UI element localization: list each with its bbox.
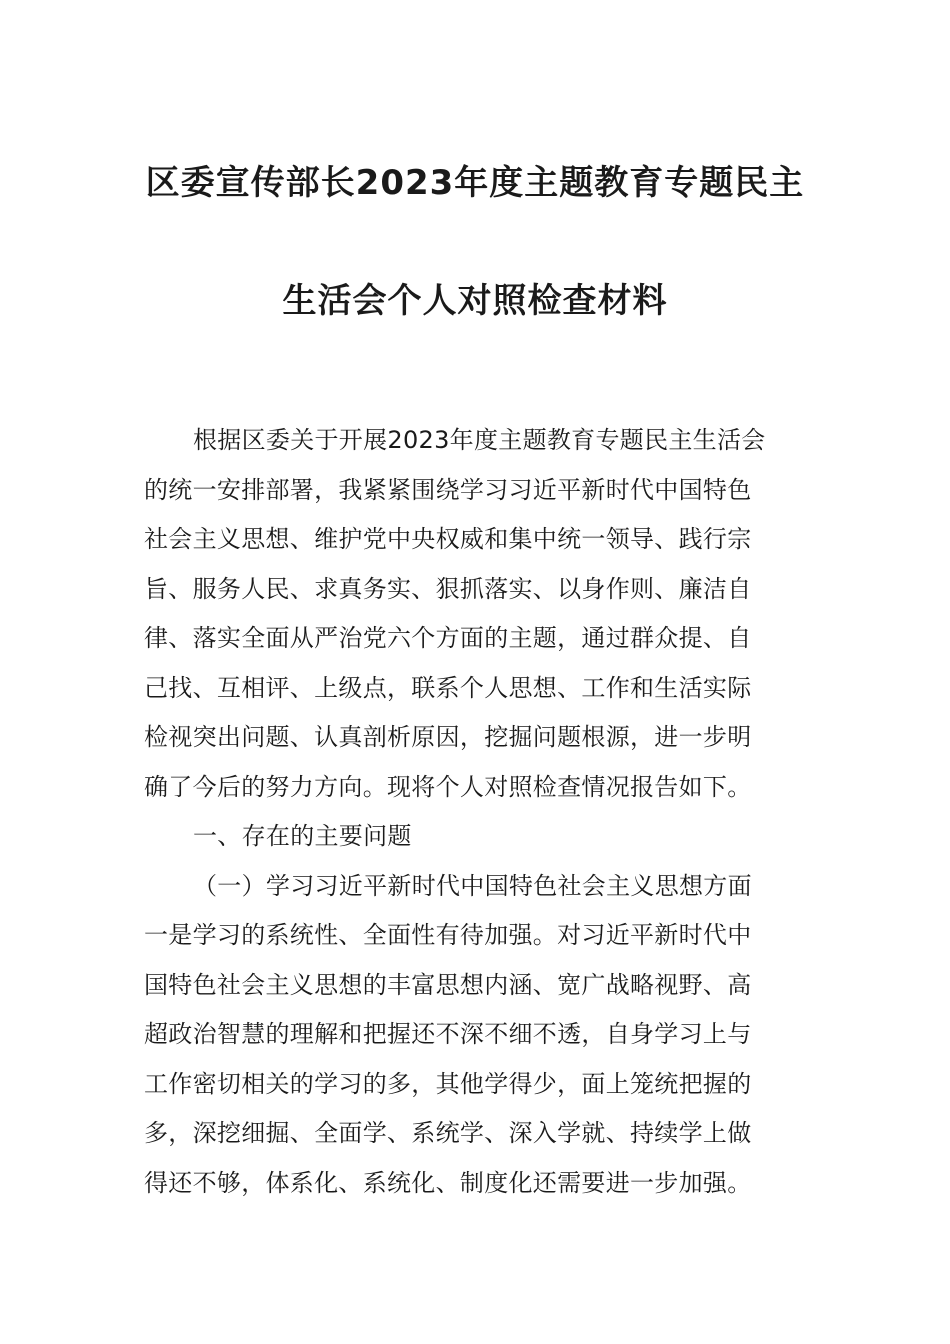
body-line: 律、落实全面从严治党六个方面的主题，通过群众提、自 bbox=[144, 624, 752, 652]
document-title-line-1: 区委宣传部长2023年度主题教育专题民主 bbox=[145, 163, 805, 203]
body-line: 根据区委关于开展2023年度主题教育专题民主生活会 bbox=[193, 426, 766, 454]
body-line: 旨、服务人民、求真务实、狠抓落实、以身作则、廉洁自 bbox=[144, 574, 752, 603]
body-line: 己找、互相评、上级点，联系个人思想、工作和生活实际 bbox=[144, 673, 752, 702]
document-body bbox=[144, 416, 808, 1208]
body-line: （一）学习习近平新时代中国特色社会主义思想方面 bbox=[193, 871, 752, 900]
body-line: 检视突出问题、认真剖析原因，挖掘问题根源，进一步明 bbox=[144, 723, 752, 751]
body-line: 一、存在的主要问题 bbox=[193, 822, 412, 850]
body-line: 一是学习的系统性、全面性有待加强。对习近平新时代中 bbox=[144, 921, 752, 949]
body-line: 得还不够，体系化、系统化、制度化还需要进一步加强。 bbox=[144, 1168, 752, 1197]
body-line: 确了今后的努力方向。现将个人对照检查情况报告如下。 bbox=[144, 772, 752, 801]
body-line: 社会主义思想、维护党中央权威和集中统一领导、践行宗 bbox=[144, 525, 752, 553]
body-line: 多，深挖细掘、全面学、系统学、深入学就、持续学上做 bbox=[144, 1119, 752, 1147]
document-title-line-2: 生活会个人对照检查材料 bbox=[282, 281, 668, 321]
body-line: 工作密切相关的学习的多，其他学得少，面上笼统把握的 bbox=[144, 1069, 752, 1098]
body-line: 超政治智慧的理解和把握还不深不细不透，自身学习上与 bbox=[144, 1020, 752, 1048]
body-line: 的统一安排部署，我紧紧围绕学习习近平新时代中国特色 bbox=[144, 475, 752, 504]
body-line: 国特色社会主义思想的丰富思想内涵、宽广战略视野、高 bbox=[144, 970, 752, 999]
